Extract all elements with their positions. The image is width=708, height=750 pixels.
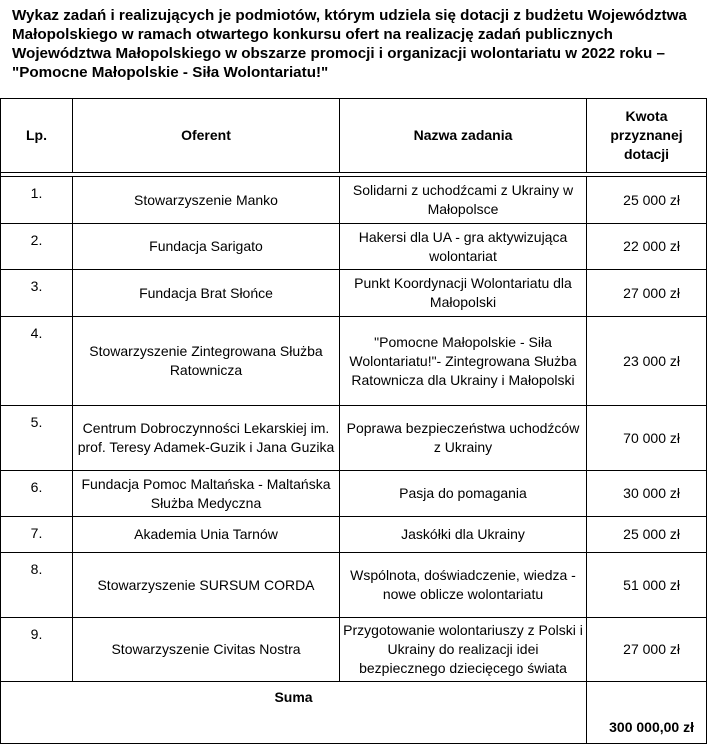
sum-label: Suma xyxy=(1,682,587,744)
row-oferent: Fundacja Sarigato xyxy=(73,224,340,270)
row-kwota: 25 000 zł xyxy=(587,177,707,224)
document-title: Wykaz zadań i realizujących je podmiotów, którym udziela się dotacji z budżetu Województwa Małopolskiego w ramach otwartego konkursu ofert na realizację zadań publicznych Województwa Małopolskiego w obszarze promocji i organizacji wolontariatu w 2022 roku – "Pomocne Małopolskie - Siła Wolontariatu!" xyxy=(12,7,687,81)
row-kwota: 27 000 zł xyxy=(587,270,707,317)
row-zadanie: Solidarni z uchodźcami z Ukrainy w Małopolsce xyxy=(340,177,587,224)
header-zadanie: Nazwa zadania xyxy=(340,99,587,173)
sum-value: 300 000,00 zł xyxy=(587,682,707,744)
row-kwota: 27 000 zł xyxy=(587,618,707,682)
row-zadanie: Poprawa bezpieczeństwa uchodźców z Ukrainy xyxy=(340,406,587,471)
row-kwota: 22 000 zł xyxy=(587,224,707,270)
row-oferent: Stowarzyszenie Civitas Nostra xyxy=(73,618,340,682)
row-lp: 8. xyxy=(1,553,73,618)
row-zadanie: "Pomocne Małopolskie - Siła Wolontariatu!"- Zintegrowana Służba Ratownicza dla Ukrainy i Małopolski xyxy=(340,317,587,406)
row-oferent: Fundacja Brat Słońce xyxy=(73,270,340,317)
row-oferent: Stowarzyszenie SURSUM CORDA xyxy=(73,553,340,618)
row-zadanie: Przygotowanie wolontariuszy z Polski i Ukrainy do realizacji idei bezpiecznego dziecięcego świata xyxy=(340,618,587,682)
row-zadanie: Punkt Koordynacji Wolontariatu dla Małopolski xyxy=(340,270,587,317)
table-row xyxy=(1,317,707,406)
row-oferent: Akademia Unia Tarnów xyxy=(73,517,340,553)
row-kwota: 25 000 zł xyxy=(587,517,707,553)
table-row xyxy=(1,618,707,682)
row-lp: 5. xyxy=(1,406,73,471)
row-lp: 2. xyxy=(1,224,73,270)
grants-table xyxy=(0,98,707,744)
row-zadanie: Hakersi dla UA - gra aktywizująca wolontariat xyxy=(340,224,587,270)
table-row xyxy=(1,224,707,270)
row-lp: 9. xyxy=(1,618,73,682)
row-oferent: Stowarzyszenie Zintegrowana Służba Ratownicza xyxy=(73,317,340,406)
header-kwota: Kwota przyznanej dotacji xyxy=(587,99,707,173)
row-kwota: 70 000 zł xyxy=(587,406,707,471)
row-zadanie: Jaskółki dla Ukrainy xyxy=(340,517,587,553)
row-lp: 4. xyxy=(1,317,73,406)
row-kwota: 30 000 zł xyxy=(587,471,707,517)
table-row xyxy=(1,406,707,471)
row-lp: 6. xyxy=(1,471,73,517)
table-header-row xyxy=(1,99,707,173)
sum-row xyxy=(1,682,707,744)
table-row xyxy=(1,517,707,553)
table-row xyxy=(1,553,707,618)
row-kwota: 51 000 zł xyxy=(587,553,707,618)
table-row xyxy=(1,270,707,317)
row-oferent: Centrum Dobroczynności Lekarskiej im. prof. Teresy Adamek-Guzik i Jana Guzika xyxy=(73,406,340,471)
row-oferent: Stowarzyszenie Manko xyxy=(73,177,340,224)
header-lp: Lp. xyxy=(1,99,73,173)
row-kwota: 23 000 zł xyxy=(587,317,707,406)
row-oferent: Fundacja Pomoc Maltańska - Maltańska Służba Medyczna xyxy=(73,471,340,517)
row-lp: 1. xyxy=(1,177,73,224)
row-lp: 3. xyxy=(1,270,73,317)
row-zadanie: Pasja do pomagania xyxy=(340,471,587,517)
table-row xyxy=(1,177,707,224)
row-lp: 7. xyxy=(1,517,73,553)
row-zadanie: Wspólnota, doświadczenie, wiedza - nowe oblicze wolontariatu xyxy=(340,553,587,618)
header-oferent: Oferent xyxy=(73,99,340,173)
table-row xyxy=(1,471,707,517)
